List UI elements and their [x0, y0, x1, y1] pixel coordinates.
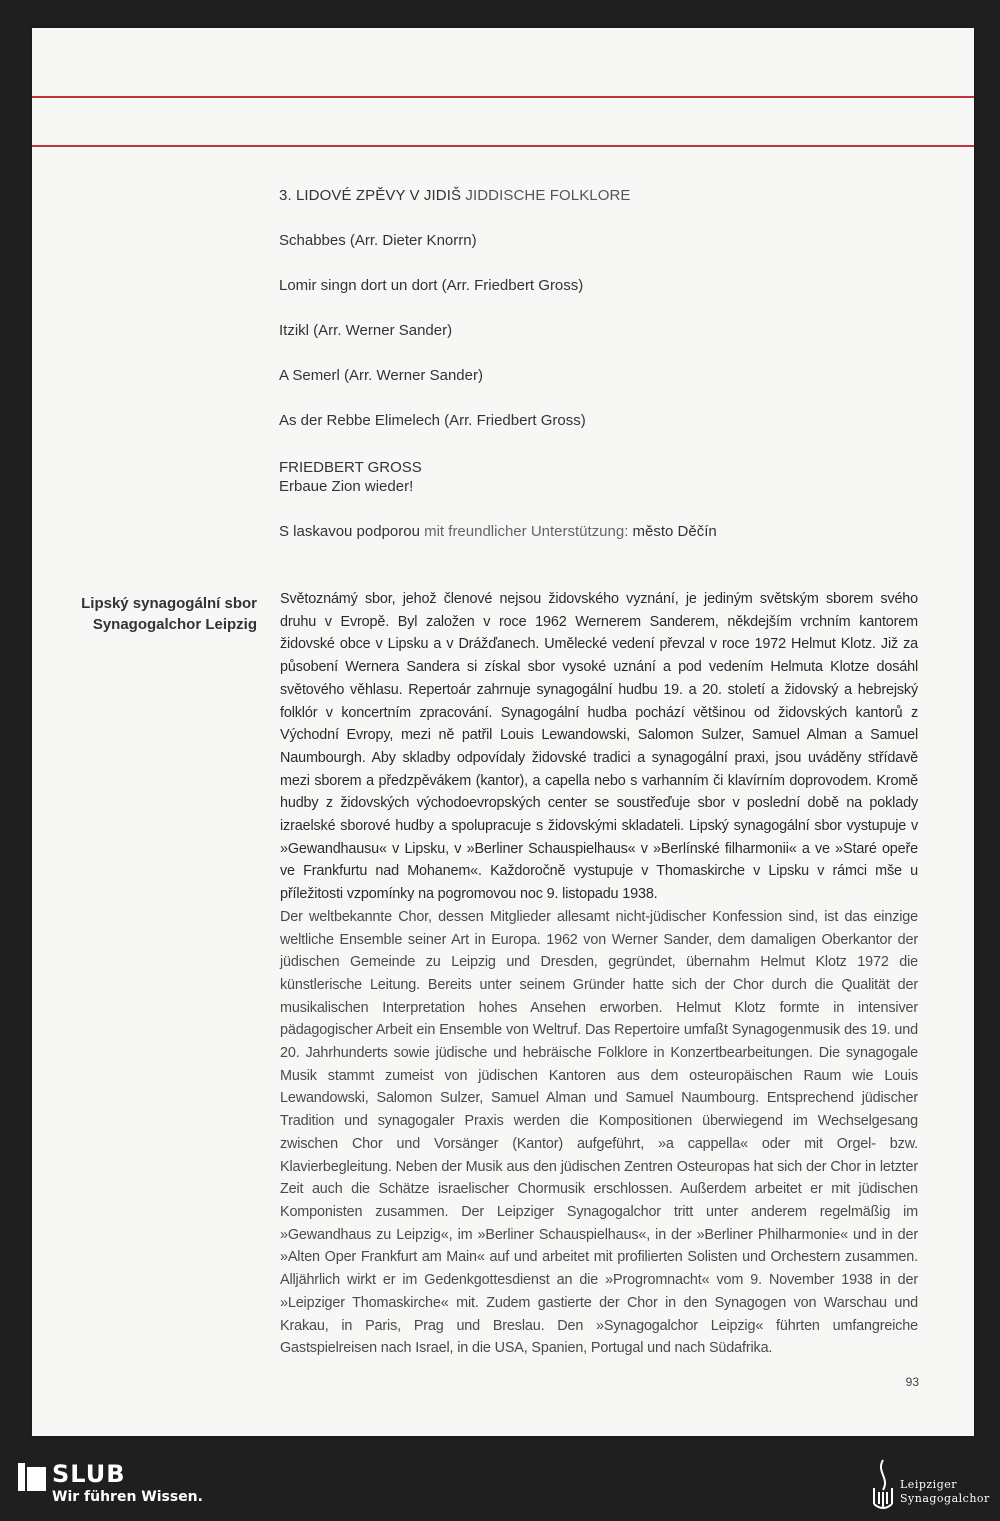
slub-name: SLUB: [52, 1460, 126, 1488]
viewer-footer: [0, 1436, 1000, 1521]
description-cz: Světoznámý sbor, jehož členové nejsou židovského vyznání, je jediným světským sborem svého druhu v Evropě. Byl založen v roce 1962 Wernerem Sanderem, někdejším vrchním kantorem židovské obce v Lipsku a v Drážďanech. Umělecké vedení převzal v roce 1972 Helmut Klotz. Již za působení Wernera Sandera si získal sbor vysoké uznání a pod vedením Helmuta Klotze dosáhl světového věhlasu. Repertoár zahrnuje synagogální hudbu 19. a 20. století a židovský a hebrejský folklór v koncertním zpracování. Synagogální hudba pochází většinou od židovských kantorů z Východní Evropy, mezi ně patřil Louis Lewandowski, Salomon Sulzer, Samuel Alman a Samuel Naumbourgh. Aby skladby odpovídaly židovské tradici a synagogální praxi, jsou uváděny střídavě mezi sborem a předzpěvákem (kantor), a capella nebo s varhanním či klavírním doprovodem. Kromě hudby z židovských východoevropských center se soustřeďuje sbor v poslední době na poklady izraelské sborové hudby a spolupracuje s židovskými skladateli. Lipský synagogální sbor vystupuje v »Gewandhausu« v Lipsku, v »Berliner Schauspielhaus« v »Berlínské filharmonii« a ve »Staré opeře ve Frankfurtu nad Mohanem«. Každoročně vystupuje v Thomaskirche v Lipsku v rámci mše u příležitosti vzpomínky na pogromovou noc 9. listopadu 1938.: [280, 591, 918, 903]
second-red-rule: [32, 145, 974, 147]
program-item: Itzikl (Arr. Werner Sander): [279, 322, 453, 339]
page-number: 93: [905, 1375, 919, 1389]
slub-tagline: Wir führen Wissen.: [52, 1489, 203, 1505]
menorah-flame-icon: [870, 1458, 896, 1514]
section-heading-cz: 3. LIDOVÉ ZPĚVY V JIDIŠ: [279, 187, 462, 204]
program-list: [279, 231, 919, 456]
synagogalchor-logo[interactable]: [870, 1458, 990, 1518]
program-item: Schabbes (Arr. Dieter Knorrn): [279, 232, 477, 249]
composition-title: Erbaue Zion wieder!: [279, 478, 414, 495]
support-de: mit freundlicher Unterstützung:: [424, 523, 629, 540]
composer-block: [279, 458, 919, 496]
logo-text-line2: Synagogalchor: [900, 1492, 990, 1505]
sponsor-name: město Děčín: [632, 523, 717, 540]
support-cz: S laskavou podporou: [279, 523, 420, 540]
slub-book-icon: [18, 1463, 46, 1491]
top-red-rule: [32, 96, 974, 98]
ensemble-name-cz: Lipský synagogální sbor: [81, 595, 257, 612]
scanned-page: [32, 28, 974, 1436]
program-item: A Semerl (Arr. Werner Sander): [279, 367, 483, 384]
support-line: [279, 523, 919, 540]
ensemble-name-label: [62, 593, 257, 635]
ensemble-description: [280, 588, 918, 1360]
logo-text-line1: Leipziger: [900, 1478, 957, 1491]
composer-name: FRIEDBERT GROSS: [279, 459, 422, 476]
program-item: Lomir singn dort un dort (Arr. Friedbert Gross): [279, 277, 584, 294]
section-heading-de: JIDDISCHE FOLKLORE: [465, 187, 631, 204]
program-item: As der Rebbe Elimelech (Arr. Friedbert Gross): [279, 412, 586, 429]
section-heading: [279, 187, 919, 204]
ensemble-name-de: Synagogalchor Leipzig: [92, 616, 257, 633]
description-de: Der weltbekannte Chor, dessen Mitglieder allesamt nicht-jüdischer Konfession sind, ist das einzige weltliche Ensemble seiner Art in Europa. 1962 von Werner Sander, dem damaligen Oberkantor der jüdischen Gemeinde zu Leipzig und Dresden, gegründet, übernahm Helmut Klotz 1972 die künstlerische Leitung. Bereits unter seinem Gründer hatte sich der Chor durch die Qualität der musikalischen Interpretation hohes Ansehen erworben. Helmut Klotz formte in intensiver pädagogischer Arbeit ein Ensemble von Weltruf. Das Repertoire umfaßt Synagogenmusik des 19. und 20. Jahrhunderts sowie jüdische und hebräische Folklore in Konzertbearbeitungen. Die synagogale Musik stammt zumeist von jüdischen Kantoren aus dem osteuropäischen Raum wie Louis Lewandowski, Salomon Sulzer, Samuel Alman und Samuel Naumbourg. Entsprechend jüdischer Tradition und synagogaler Praxis werden die Kompositionen überwiegend im Wechselgesang zwischen Chor und Vorsänger (Kantor) aufgeführt, »a cappella« oder mit Orgel- bzw. Klavierbegleitung. Neben der Musik aus den jüdischen Zentren Osteuropas hat sich der Chor in letzter Zeit auch die Schätze israelischer Chormusik erschlossen. Außerdem arbeitet er mit jüdischen Komponisten zusammen. Der Leipziger Synagogalchor tritt unter anderem regelmäßig im »Gewandhaus zu Leipzig«, im »Berliner Schauspielhaus«, in der »Berliner Philharmonie« und in der »Alten Oper Frankfurt am Main« auf und arbeitet mit profilierten Solisten und Orchestern zusammen. Alljährlich wirkt er im Gedenkgottesdienst an die »Progromnacht« vom 9. November 1938 in der »Leipziger Thomaskirche« mit. Zudem gastierte der Chor in den Synagogen von Warschau und Krakau, in Paris, Prag und Breslau. Den »Synagogalchor Leipzig« führten umfangreiche Gastspielreisen nach Israel, in die USA, Spanien, Portugal und nach Südafrika.: [280, 908, 918, 1357]
